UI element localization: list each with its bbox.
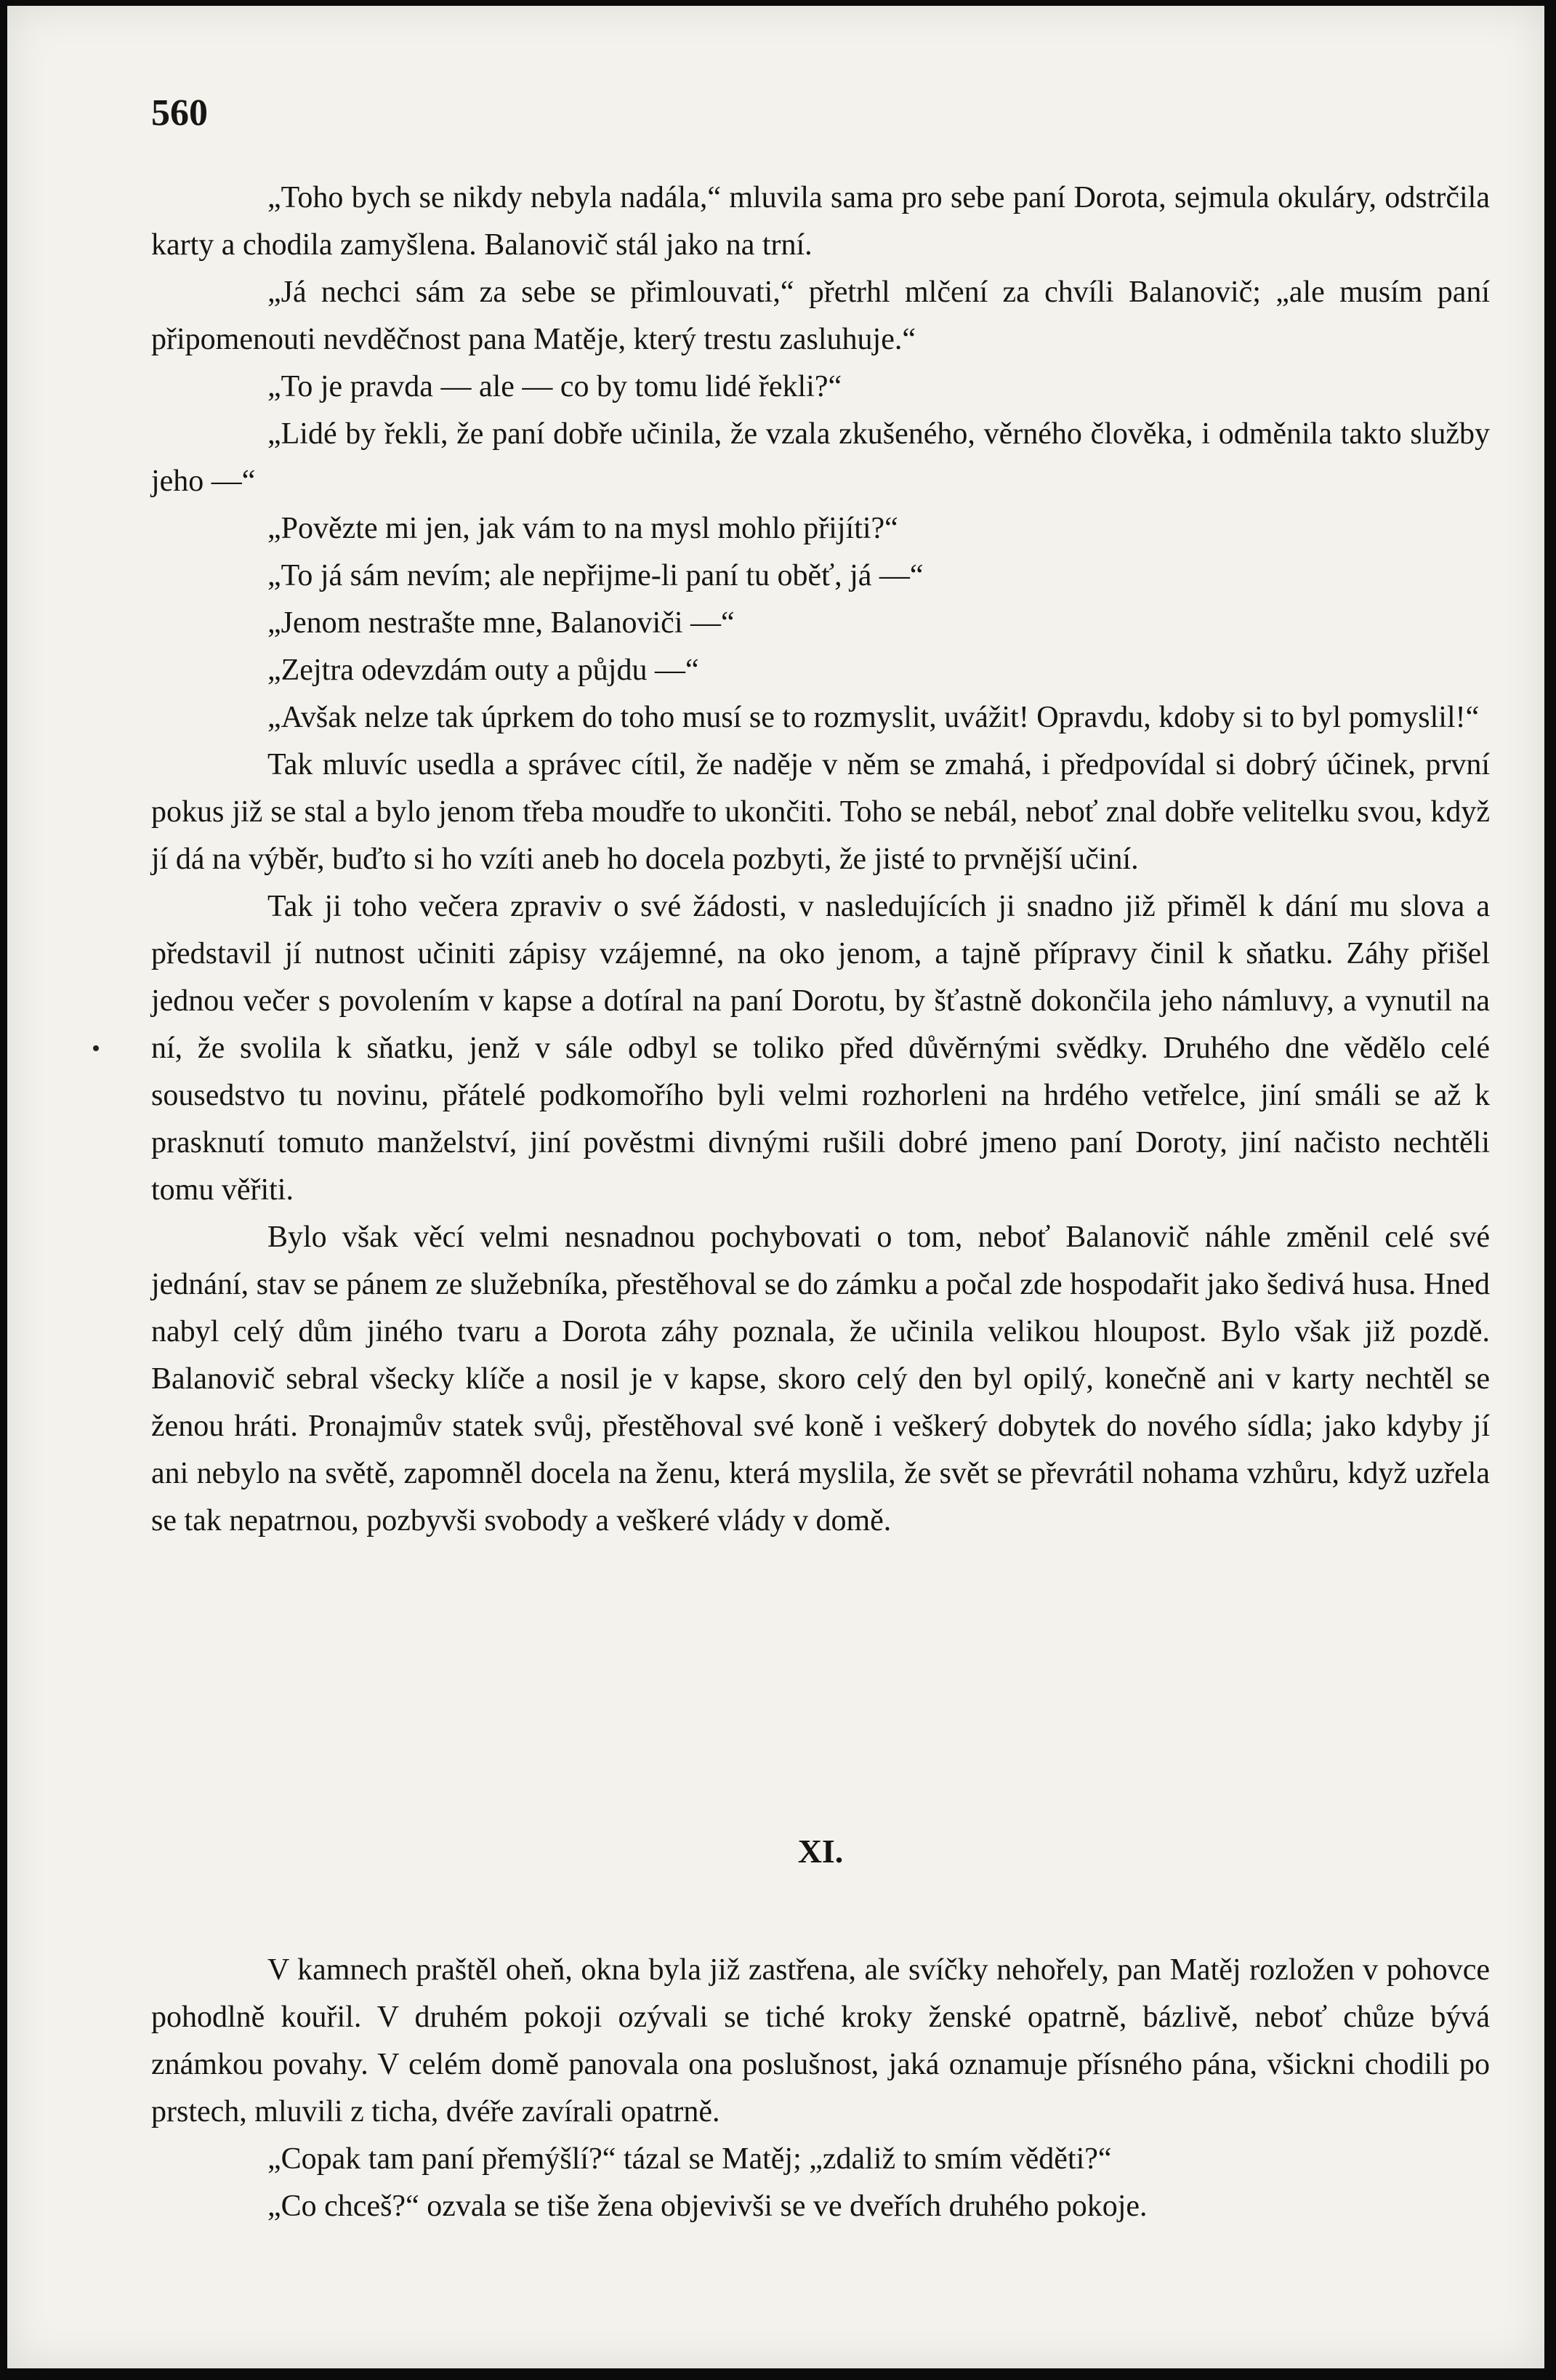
paragraph: „Toho bych se nikdy nebyla nadála,“ mluvila sama pro sebe paní Dorota, sejmula okuláry, odstrčila karty a chodila zamyšlena. Balanovič stál jako na trní. xyxy=(151,181,1490,262)
paragraph: „Zejtra odevzdám outy a půjdu —“ xyxy=(267,654,699,687)
paragraph: „Jenom nestrašte mne, Balanoviči —“ xyxy=(267,606,735,640)
paragraph: „Copak tam paní přemýšlí?“ tázal se Matěj; „zdaliž to smím věděti?“ xyxy=(267,2142,1112,2176)
paragraph: Tak mluvíc usedla a správec cítil, že naděje v něm se zmahá, i předpovídal si dobrý účinek, první pokus již se stal a bylo jenom třeba moudře to ukončiti. Toho se nebál, neboť znal dobře velitelku svou, když jí dá na výběr, buďto si ho vzíti aneb ho docela pozbyti, že jisté to prvnější učiní. xyxy=(151,748,1490,876)
main-text xyxy=(151,174,1490,1545)
paragraph: „Lidé by řekli, že paní dobře učinila, že vzala zkušeného, věrného člověka, i odměnila takto služby jeho —“ xyxy=(151,417,1490,498)
paragraph: „Avšak nelze tak úprkem do toho musí se to rozmyslit, uvážit! Opravdu, kdoby si to byl pomyslil!“ xyxy=(267,701,1480,734)
chapter-text xyxy=(151,1947,1490,2230)
page-number: 560 xyxy=(151,92,208,134)
paragraph: „Co chceš?“ ozvala se tiše žena objevivši se ve dveřích druhého pokoje. xyxy=(267,2190,1148,2223)
paragraph: „Já nechci sám za sebe se přimlouvati,“ přetrhl mlčení za chvíli Balanovič; „ale musím paní připomenouti nevděčnost pana Matěje, který trestu zasluhuje.“ xyxy=(151,276,1490,356)
book-page xyxy=(7,6,1544,2368)
paragraph: „Povězte mi jen, jak vám to na mysl mohlo přijíti?“ xyxy=(267,512,898,545)
paragraph: „To já sám nevím; ale nepřijme-li paní tu oběť, já —“ xyxy=(267,559,924,592)
paragraph: „To je pravda — ale — co by tomu lidé řekli?“ xyxy=(267,370,842,403)
paragraph: V kamnech praštěl oheň, okna byla již zastřena, ale svíčky nehořely, pan Matěj rozložen v pohovce pohodlně kouřil. V druhém pokoji ozývali se tiché kroky ženské opatrně, bázlivě, neboť chůze bývá známkou povahy. V celém domě panovala ona poslušnost, jaká oznamuje přísného pána, všickni chodili po prstech, mluvili z ticha, dvéře zavírali opatrně. xyxy=(151,1953,1490,2128)
paragraph: Tak ji toho večera zpraviv o své žádosti, v nasledujících ji snadno již přiměl k dání mu slova a představil jí nutnost učiniti zápisy vzájemné, na oko jenom, a tajně přípravy činil k sňatku. Záhy přišel jednou večer s povolením v kapse a dotíral na paní Dorotu, by šťastně dokončila jeho námluvy, a vynutil na ní, že svolila k sňatku, jenž v sále odbyl se toliko před důvěrnými svědky. Druhého dne vědělo celé sousedstvo tu novinu, přátelé podkomořího byli velmi rozhorleni na hrdého vetřelce, jiní smáli se až k prasknutí tomuto manželství, jiní pověstmi divnými rušili dobré jmeno paní Doroty, jiní načisto nechtěli tomu věřiti. xyxy=(151,890,1490,1207)
chapter-heading: XI. xyxy=(797,1833,844,1870)
paragraph: Bylo však věcí velmi nesnadnou pochybovati o tom, neboť Balanovič náhle změnil celé své jednání, stav se pánem ze služebníka, přestěhoval se do zámku a počal zde hospodařit jako šedivá husa. Hned nabyl celý dům jiného tvaru a Dorota záhy poznala, že učinila velikou hloupost. Bylo však již pozdě. Balanovič sebral všecky klíče a nosil je v kapse, skoro celý den byl opilý, konečně ani v karty nechtěl se ženou hráti. Pronajmův statek svůj, přestěhoval své koně i veškerý dobytek do nového sídla; jako kdyby jí ani nebylo na světě, zapomněl docela na ženu, která myslila, že svět se převrátil nohama vzhůru, když uzřela se tak nepatrnou, pozbyvši svobody a veškeré vlády v domě. xyxy=(151,1221,1490,1537)
ink-speck xyxy=(93,1045,99,1051)
